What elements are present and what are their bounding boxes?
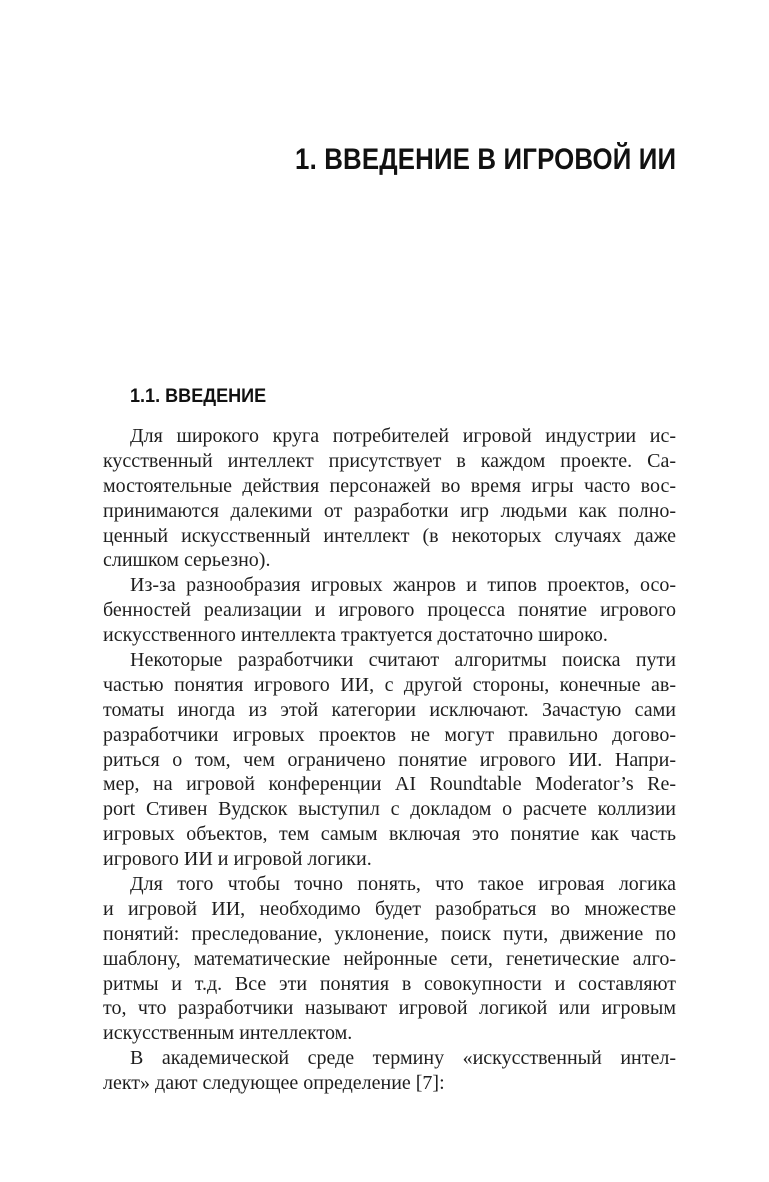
text-line: искусственного интеллекта трактуется достаточно широко. bbox=[103, 624, 608, 647]
text-line: принимаются далекими от разработки игр людьми как полно- bbox=[103, 499, 676, 522]
text-line: шаблону, математические нейронные сети, генетические алго- bbox=[103, 947, 676, 970]
text-line: искусственным интеллектом. bbox=[103, 1022, 353, 1045]
text-line: Для того чтобы точно понять, что такое игровая логика bbox=[130, 873, 676, 896]
text-line: port Стивен Вудскок выступил с докладом о расчете коллизии bbox=[103, 798, 676, 821]
text-line: то, что разработчики называют игровой логикой или игровым bbox=[103, 997, 676, 1020]
paragraph bbox=[103, 1046, 676, 1096]
text-line: игрового ИИ и игровой логики. bbox=[103, 848, 372, 871]
text-line: слишком серьезно). bbox=[103, 549, 271, 572]
text-line: мостоятельные действия персонажей во время игры часто вос- bbox=[103, 474, 676, 497]
text-line: ритмы и т.д. Все эти понятия в совокупности и составляют bbox=[103, 972, 676, 995]
body-text bbox=[103, 424, 676, 1096]
paragraph bbox=[103, 872, 676, 1046]
paragraph bbox=[103, 648, 676, 872]
paragraph bbox=[103, 573, 676, 648]
text-line: В академической среде термину «искусственный интел- bbox=[130, 1047, 676, 1070]
text-line: Для широкого круга потребителей игровой индустрии ис- bbox=[130, 425, 676, 447]
text-line: бенностей реализации и игрового процесса понятие игрового bbox=[103, 599, 676, 622]
text-line: частью понятия игрового ИИ, с другой стороны, конечные ав- bbox=[103, 673, 676, 696]
text-line: разработчики игровых проектов не могут правильно догово- bbox=[103, 723, 676, 746]
text-line: лект» дают следующее определение [7]: bbox=[103, 1072, 445, 1095]
text-line: игровых объектов, тем самым включая это понятие как часть bbox=[103, 823, 676, 846]
text-line: понятий: преследование, уклонение, поиск пути, движение по bbox=[103, 922, 676, 945]
chapter-title: 1. ВВЕДЕНИЕ В ИГРОВОЙ ИИ bbox=[294, 143, 676, 176]
text-line: томаты иногда из этой категории исключают. Зачастую сами bbox=[103, 698, 676, 721]
text-line: и игровой ИИ, необходимо будет разобраться во множестве bbox=[103, 897, 676, 920]
text-line: кусственный интеллект присутствует в каждом проекте. Са- bbox=[103, 449, 676, 472]
text-line: ценный искусственный интеллект (в некоторых случаях даже bbox=[103, 524, 676, 547]
text-line: риться о том, чем ограничено понятие игрового ИИ. Напри- bbox=[103, 748, 676, 771]
section-heading: 1.1. ВВЕДЕНИЕ bbox=[130, 386, 267, 407]
text-line: Из-за разнообразия игровых жанров и типов проектов, осо- bbox=[130, 574, 676, 597]
text-line: Некоторые разработчики считают алгоритмы поиска пути bbox=[130, 649, 676, 672]
paragraph bbox=[103, 424, 676, 573]
text-line: мер, на игровой конференции AI Roundtable Moderator’s Re- bbox=[103, 773, 676, 796]
